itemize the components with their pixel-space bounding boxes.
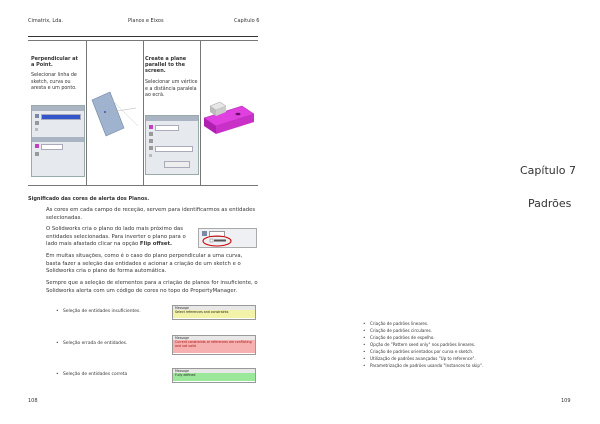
table-bottom-border: [28, 185, 258, 186]
paragraph-4: Sempre que a seleção de elementos para a criação de planos for insuficiente, o Solidworks alerta com um código de cores no topo do PropertyManager.: [46, 280, 258, 294]
col1-desc: Selecionar linha de sketch, curva ou aresta e um ponto.: [31, 73, 77, 92]
checkbox: [149, 154, 152, 157]
pm-section-header-2: [32, 137, 84, 142]
perpendicular-icon: [35, 121, 39, 125]
property-manager-screenshot-2: [145, 115, 199, 175]
first-reference-field: [41, 114, 81, 120]
table-divider-2: [143, 40, 144, 185]
table-divider-3: [200, 40, 201, 185]
header-rule: [28, 36, 258, 37]
bullet-correct: • Seleção de entidades correta: [63, 372, 127, 378]
table-divider-1: [86, 40, 87, 185]
paragraph-2-text: O Solidworks cria o plano do lado mais próximo das entidades selecionadas. Para inverter o plano para o lado mais afastado clicar na opção: [46, 226, 186, 248]
bullet-insufficient: • Seleção de entidades insuficientes.: [63, 309, 141, 315]
col3-title: Create a plane parallel to the screen.: [145, 56, 187, 75]
topic-item: • Criação de padrões circulares.: [370, 327, 570, 334]
message-box-wrong: [172, 335, 256, 355]
header-book-title: Planos e Eixos: [128, 18, 164, 24]
topic-item: • Criação de padrões lineares.: [370, 320, 570, 327]
topic-item: • Opção de "Pattern seed only" nos padrões lineares.: [370, 341, 570, 348]
topic-item: • Criação de padrões orientados por curva e sketch.: [370, 348, 570, 355]
topic-item: • Utilização de padrões avançados "Up to reference".: [370, 355, 570, 362]
parallel-plane-part-illustration: [202, 92, 256, 140]
col3-desc: Selecionar um vértice e a distância paralela ao ecrã.: [145, 80, 198, 99]
flip-offset-screenshot: [198, 228, 257, 248]
reference-icon: [149, 125, 153, 129]
perpendicular-icon: [149, 139, 153, 143]
chapter-topics-list: [370, 320, 570, 369]
perpendicular-plane-illustration: [88, 88, 142, 138]
header-company: Cimatrix, Lda.: [28, 18, 63, 24]
section-title: Significado das cores de alerta dos Planos.: [28, 196, 150, 202]
topic-item: • Parametrização de padrões usando "Instances to skip".: [370, 362, 570, 369]
checkbox: [35, 128, 38, 131]
second-reference-field: [41, 144, 63, 150]
coincident-icon: [35, 152, 39, 156]
paragraph-2: [46, 226, 196, 249]
message-body: Fully defined: [173, 373, 255, 381]
parallel-icon: [149, 132, 153, 136]
col1-title: Perpendicular at a Point.: [31, 56, 78, 69]
chapter-title: Padrões: [528, 197, 572, 210]
message-box-correct: [172, 368, 256, 383]
paragraph-3: Em muitas situações, como é o caso do plano perpendicular a uma curva, basta fazer a seleção das entidades e acionar a criação de um sketch e o Solidworks cria o plano de forma automática.: [46, 253, 243, 275]
reference-icon: [35, 114, 39, 118]
second-reference-icon: [35, 144, 39, 148]
distance-icon: [149, 146, 153, 150]
flip-offset-term: Flip offset.: [139, 241, 173, 248]
page-number-right: 109: [561, 398, 571, 404]
message-body: Select references and constraints: [173, 310, 255, 318]
distance-field: [155, 146, 193, 152]
property-manager-screenshot-1: [31, 105, 85, 177]
message-body: Current constraints or references are conflicting and not valid: [173, 340, 255, 353]
page-number-left: 108: [28, 398, 38, 404]
chapter-heading: Capítulo 7: [520, 164, 577, 177]
message-box-insufficient: [172, 305, 256, 320]
pm-section-header: [32, 106, 84, 111]
pm-button: [164, 161, 190, 168]
bullet-wrong: • Seleção errada de entidades.: [63, 341, 127, 347]
paragraph-1: As cores em cada campo de receção, servem para identificarmos as entidades selecionadas.: [46, 207, 256, 221]
reference-field: [155, 125, 179, 131]
pm-section-header: [146, 116, 198, 121]
flip-offset-highlight: [201, 234, 233, 247]
header-chapter: Capítulo 6: [234, 18, 260, 24]
message-header: Message: [173, 369, 255, 373]
topic-item: • Criação de padrões de espelho.: [370, 334, 570, 341]
message-header: Message: [173, 306, 255, 310]
message-header: Message: [173, 336, 255, 340]
